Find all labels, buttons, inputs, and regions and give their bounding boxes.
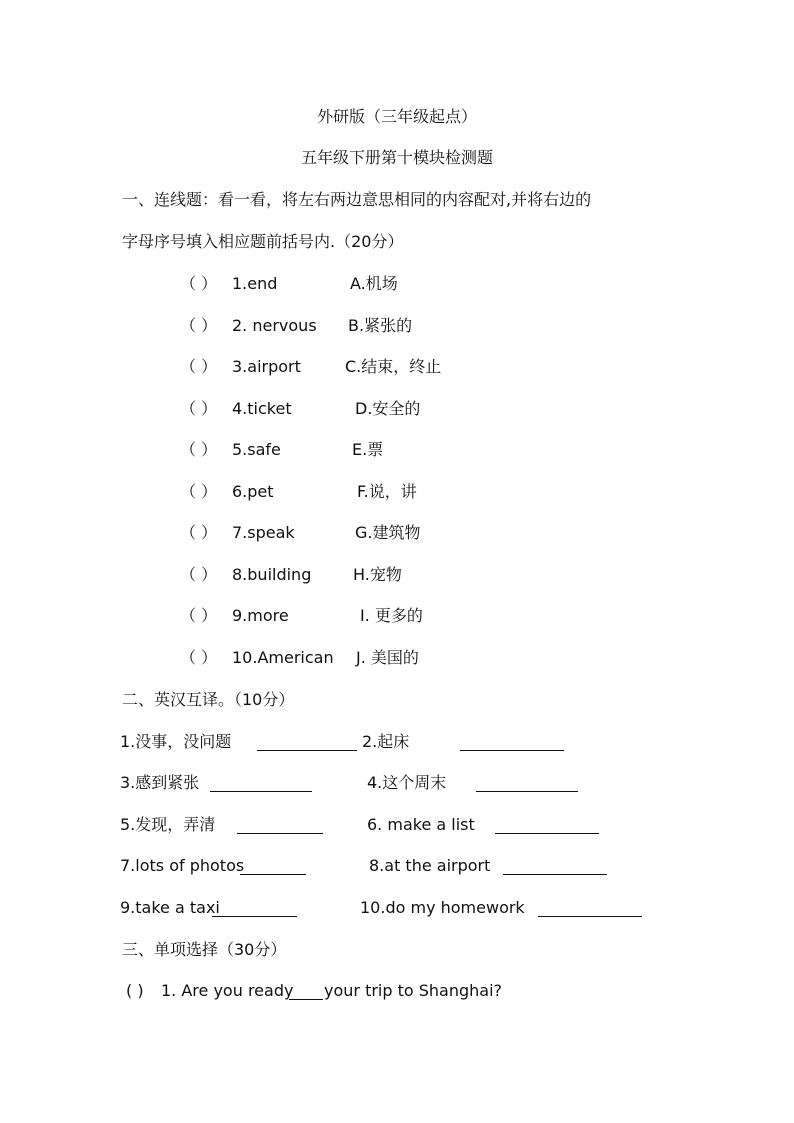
- answer-paren[interactable]: （ ）: [180, 523, 218, 542]
- match-right: H.宠物: [353, 565, 402, 584]
- answer-paren[interactable]: （ ）: [180, 482, 218, 501]
- answer-paren[interactable]: （ ）: [180, 606, 218, 625]
- section1-instruction-line2: 字母序号填入相应题前括号内.（20分）: [122, 232, 404, 251]
- translation-prompt: 6. make a list: [367, 815, 475, 834]
- match-left: 10.American: [232, 648, 334, 667]
- answer-blank[interactable]: [460, 734, 564, 751]
- match-right: A.机场: [350, 274, 398, 293]
- match-left: 9.more: [232, 606, 289, 625]
- answer-blank[interactable]: [495, 817, 599, 834]
- match-left: 7.speak: [232, 523, 295, 542]
- translation-prompt: 7.lots of photos: [120, 856, 245, 875]
- question-text-end: your trip to Shanghai?: [324, 981, 503, 1000]
- match-left: 6.pet: [232, 482, 274, 501]
- doc-subtitle: 五年级下册第十模块检测题: [300, 148, 493, 167]
- match-left: 3.airport: [232, 357, 301, 376]
- answer-paren[interactable]: （ ）: [180, 648, 218, 667]
- match-left: 4.ticket: [232, 399, 292, 418]
- translation-prompt: 3.感到紧张: [120, 773, 200, 792]
- answer-blank[interactable]: [289, 983, 323, 1000]
- match-right: D.安全的: [355, 399, 421, 418]
- match-left: 1.end: [232, 274, 278, 293]
- answer-blank[interactable]: [476, 775, 578, 792]
- answer-blank[interactable]: [503, 858, 607, 875]
- answer-paren[interactable]: （ ）: [180, 440, 218, 459]
- section2-heading: 二、英汉互译。（10分）: [122, 690, 295, 709]
- match-left: 5.safe: [232, 440, 281, 459]
- answer-blank[interactable]: [240, 858, 306, 875]
- match-right: G.建筑物: [355, 523, 421, 542]
- translation-prompt: 4.这个周末: [367, 773, 447, 792]
- answer-paren[interactable]: （ ）: [180, 274, 218, 293]
- translation-prompt: 8.at the airport: [369, 856, 491, 875]
- translation-prompt: 9.take a taxi: [120, 898, 220, 917]
- answer-blank[interactable]: [257, 734, 357, 751]
- question-text: 1. Are you ready: [161, 981, 294, 1000]
- answer-paren[interactable]: （ ）: [180, 357, 218, 376]
- translation-prompt: 1.没事，没问题: [120, 732, 232, 751]
- translation-prompt: 10.do my homework: [360, 898, 525, 917]
- doc-title: 外研版（三年级起点）: [316, 107, 477, 126]
- answer-paren[interactable]: （ ）: [180, 565, 218, 584]
- match-right: E.票: [352, 440, 384, 459]
- answer-blank[interactable]: [538, 900, 642, 917]
- answer-blank[interactable]: [237, 817, 323, 834]
- match-left: 8.building: [232, 565, 312, 584]
- match-right: I. 更多的: [360, 606, 423, 625]
- answer-paren[interactable]: ( ): [126, 981, 144, 1000]
- translation-prompt: 2.起床: [362, 732, 410, 751]
- section1-instruction-line1: 一、连线题：看一看，将左右两边意思相同的内容配对,并将右边的: [122, 190, 592, 209]
- answer-blank[interactable]: [212, 900, 297, 917]
- match-left: 2. nervous: [232, 316, 317, 335]
- section3-heading: 三、单项选择（30分）: [122, 940, 287, 959]
- answer-blank[interactable]: [210, 775, 312, 792]
- match-right: B.紧张的: [348, 316, 413, 335]
- match-right: F.说，讲: [357, 482, 417, 501]
- answer-paren[interactable]: （ ）: [180, 316, 218, 335]
- translation-prompt: 5.发现，弄清: [120, 815, 216, 834]
- match-right: C.结束，终止: [345, 357, 442, 376]
- match-right: J. 美国的: [356, 648, 419, 667]
- answer-paren[interactable]: （ ）: [180, 399, 218, 418]
